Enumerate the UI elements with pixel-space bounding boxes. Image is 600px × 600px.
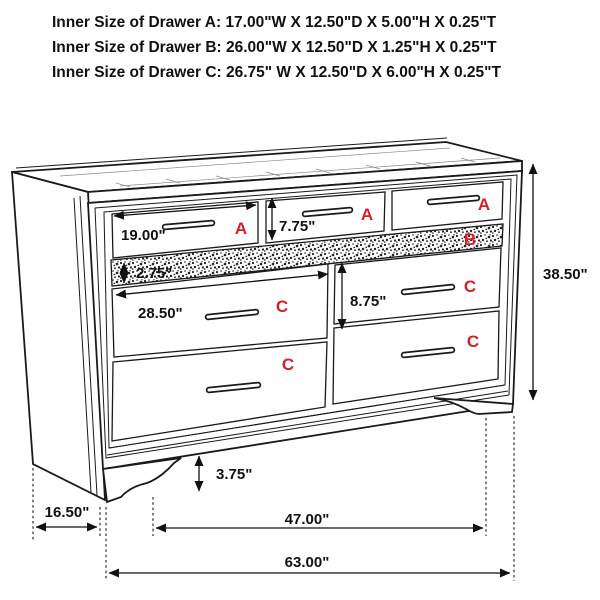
heading-line-drawer-c: Inner Size of Drawer C: 26.75" W X 12.50"D X 6.00"H X 0.25"T — [52, 64, 501, 81]
drawer-a2-handle — [305, 210, 350, 214]
dim-jewelry-height-label: 2.75" — [136, 265, 173, 282]
drawer-a1-handle — [165, 223, 212, 227]
label-drawer-c2-right: C — [466, 332, 480, 351]
drawer-a3-handle — [430, 198, 477, 202]
dim-overall-width-label: 63.00" — [284, 554, 330, 571]
dim-between-feet-label: 47.00" — [284, 511, 330, 528]
heading-line-drawer-a: Inner Size of Drawer A: 17.00"W X 12.50"D X 5.00"H X 0.25"T — [52, 14, 497, 31]
label-drawer-a2: A — [360, 205, 374, 224]
label-drawer-a3: A — [477, 195, 491, 214]
label-drawer-a1: A — [234, 219, 248, 238]
dim-overall-depth-label: 16.50" — [44, 504, 90, 521]
dim-overall-height-label: 38.50" — [543, 266, 588, 283]
dim-foot-height-label: 3.75" — [216, 466, 253, 483]
label-drawer-c1-right: C — [463, 277, 477, 296]
dim-drawer-c-width-label: 28.50" — [138, 305, 183, 322]
label-drawer-c2-left: C — [281, 355, 295, 374]
label-drawer-c1-left: C — [275, 297, 289, 316]
dim-drawer-a-width-label: 19.00" — [121, 227, 166, 244]
dresser-drawing — [12, 138, 522, 502]
label-drawer-b: B — [463, 230, 477, 249]
heading-line-drawer-b: Inner Size of Drawer B: 26.00"W X 12.50"D X 1.25"H X 0.25"T — [52, 39, 497, 56]
dim-drawer-c-height-label: 8.75" — [350, 293, 387, 310]
dim-top-row-height-label: 7.75" — [279, 218, 316, 235]
